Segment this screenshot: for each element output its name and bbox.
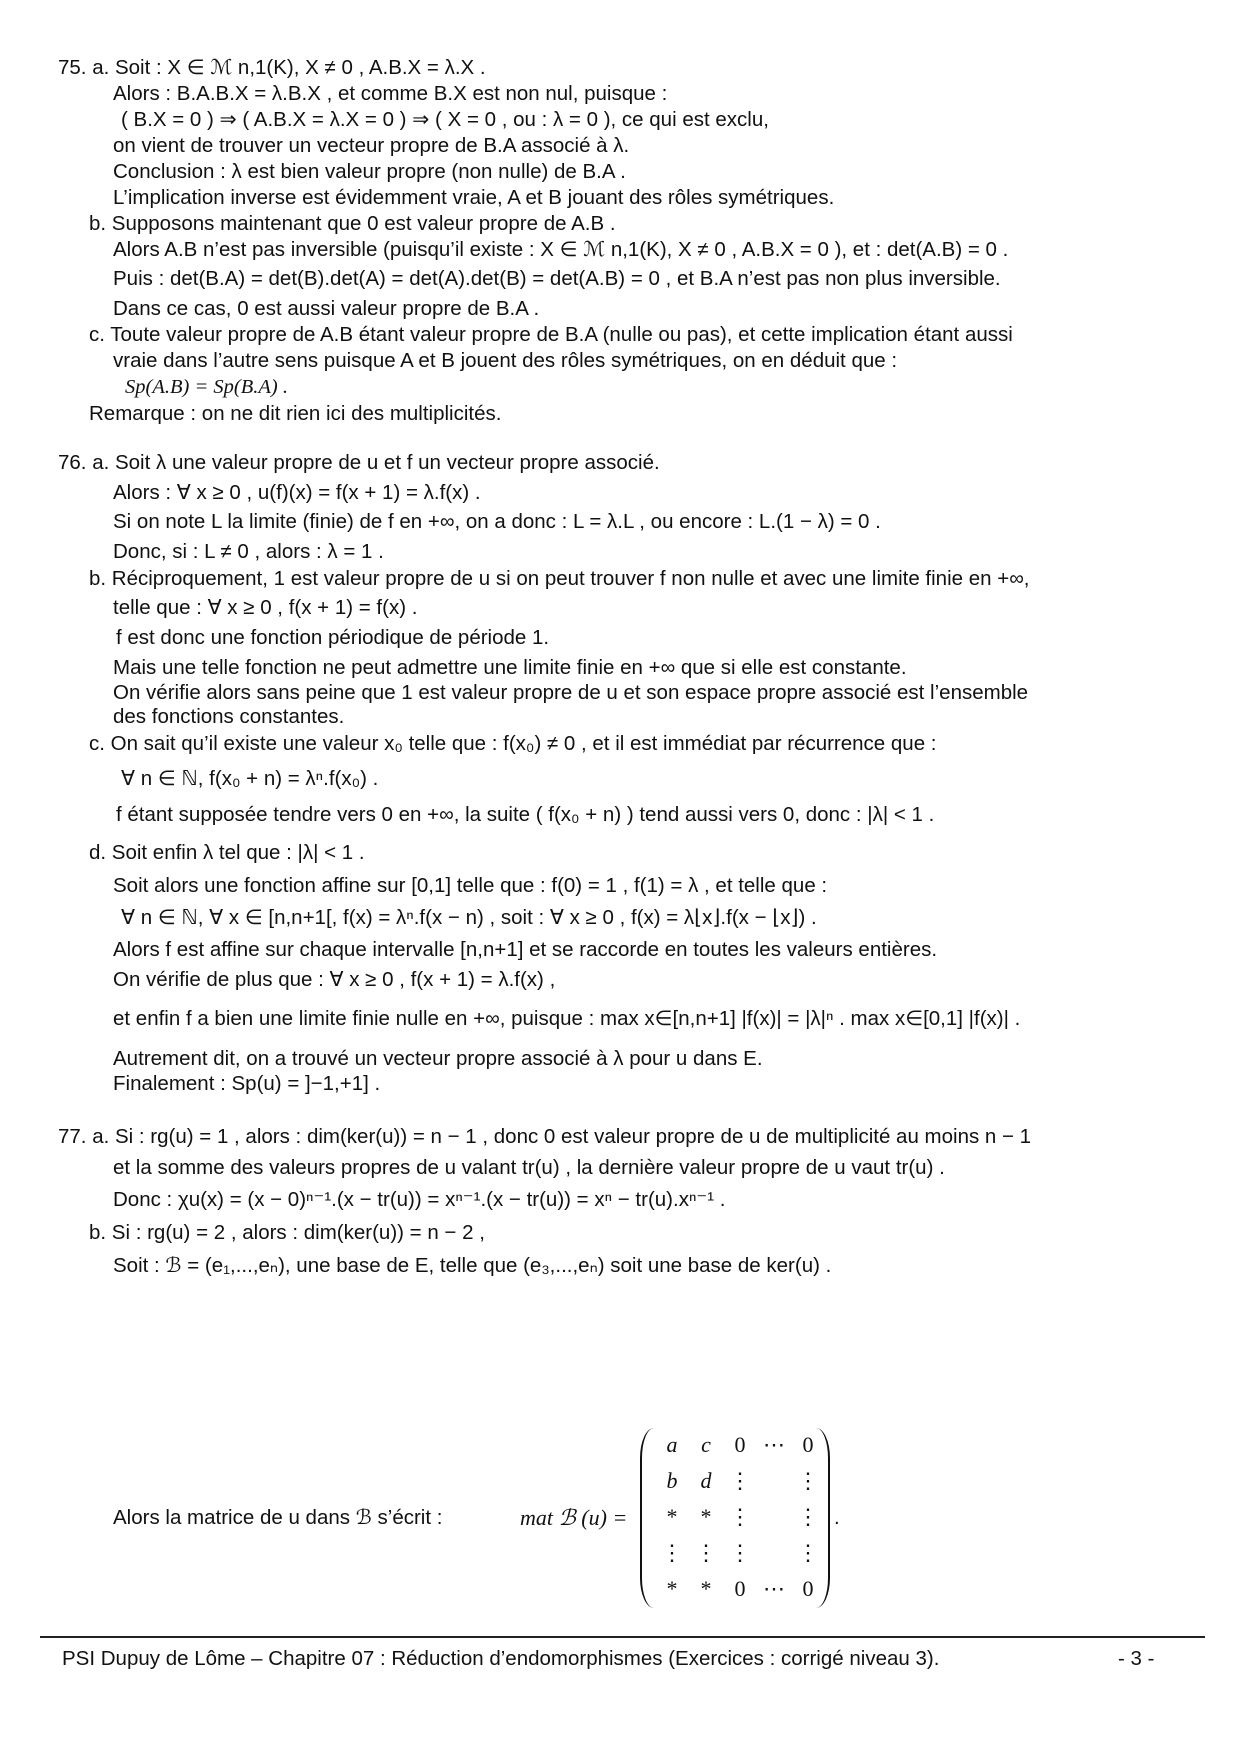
matrix-cell: 0 xyxy=(734,1576,746,1601)
text-line: des fonctions constantes. xyxy=(113,705,345,728)
text-line: Donc, si : L ≠ 0 , alors : λ = 1 . xyxy=(113,540,384,563)
matrix-left-bracket xyxy=(640,1428,654,1608)
matrix-cell: ⋮ xyxy=(661,1540,683,1565)
text-line: Puis : det(B.A) = det(B).det(A) = det(A).det(B) = det(A.B) = 0 , et B.A n’est pas non plus inversible. xyxy=(113,267,1001,290)
text-line: On vérifie alors sans peine que 1 est valeur propre de u et son espace propre associé est l’ensemble xyxy=(113,681,1029,704)
matrix-end-punct: . xyxy=(834,1506,840,1529)
text-line: et enfin f a bien une limite finie nulle en +∞, puisque : max x∈[n,n+1] |f(x)| = |λ|ⁿ . max x∈[0,1] |f(x)| . xyxy=(113,1007,1021,1030)
matrix-label: mat ℬ (u) = xyxy=(520,1505,628,1530)
text-line: Donc : χu(x) = (x − 0)ⁿ⁻¹.(x − tr(u)) = xⁿ⁻¹.(x − tr(u)) = xⁿ − tr(u).xⁿ⁻¹ . xyxy=(113,1188,726,1211)
exercise-75b-line: b. Supposons maintenant que 0 est valeur propre de A.B . xyxy=(89,212,616,235)
matrix-cell: * xyxy=(666,1504,678,1529)
matrix-cell: * xyxy=(666,1576,678,1601)
matrix-cell: ⋮ xyxy=(729,1504,751,1529)
text-line: f est donc une fonction périodique de période 1. xyxy=(116,626,550,649)
matrix-cell: ⋯ xyxy=(763,1432,785,1457)
matrix-cell: * xyxy=(700,1576,712,1601)
text-line: vraie dans l’autre sens puisque A et B jouent des rôles symétriques, on en déduit que : xyxy=(113,349,898,372)
matrix-cell: 0 xyxy=(734,1432,746,1457)
remark-line: Remarque : on ne dit rien ici des multiplicités. xyxy=(89,402,502,425)
matrix-cell: ⋮ xyxy=(797,1540,819,1565)
text-line: Alors la matrice de u dans ℬ s’écrit : xyxy=(113,1506,443,1529)
text-line: f étant supposée tendre vers 0 en +∞, la suite ( f(x₀ + n) ) tend aussi vers 0, donc : |λ| < 1 . xyxy=(116,803,935,826)
text-line: Si on note L la limite (finie) de f en +∞, on a donc : L = λ.L , ou encore : L.(1 − λ) = 0 . xyxy=(113,510,881,533)
matrix-cell: b xyxy=(666,1468,678,1493)
text-line: Alors f est affine sur chaque intervalle [n,n+1] et se raccorde en toutes les valeurs entières. xyxy=(113,938,938,961)
footer-divider xyxy=(40,1636,1205,1638)
exercise-76a-line: 76. a. Soit λ une valeur propre de u et f un vecteur propre associé. xyxy=(58,451,660,474)
text-line: Dans ce cas, 0 est aussi valeur propre de B.A . xyxy=(113,297,540,320)
text-line: ∀ n ∈ ℕ, f(x₀ + n) = λⁿ.f(x₀) . xyxy=(121,767,379,790)
text-line: Soit alors une fonction affine sur [0,1] telle que : f(0) = 1 , f(1) = λ , et telle que : xyxy=(113,874,828,897)
matrix-cell: ⋮ xyxy=(797,1468,819,1493)
text-line: on vient de trouver un vecteur propre de B.A associé à λ. xyxy=(113,134,630,157)
exercise-77b-line: b. Si : rg(u) = 2 , alors : dim(ker(u)) = n − 2 , xyxy=(89,1221,485,1244)
text-line: ∀ n ∈ ℕ, ∀ x ∈ [n,n+1[, f(x) = λⁿ.f(x − n) , soit : ∀ x ≥ 0 , f(x) = λ⌊x⌋.f(x − ⌊x⌋) . xyxy=(121,906,817,929)
text-line: On vérifie de plus que : ∀ x ≥ 0 , f(x + 1) = λ.f(x) , xyxy=(113,968,556,991)
matrix-cell: * xyxy=(700,1504,712,1529)
matrix-cell: ⋮ xyxy=(729,1468,751,1493)
text-line: Alors A.B n’est pas inversible (puisqu’il existe : X ∈ ℳ n,1(K), X ≠ 0 , A.B.X = 0 ), et : det(A.B) = 0 . xyxy=(113,238,1009,261)
exercise-76b-line: b. Réciproquement, 1 est valeur propre de u si on peut trouver f non nulle et avec une limite finie en +∞, xyxy=(89,567,1030,590)
footer-title: PSI Dupuy de Lôme – Chapitre 07 : Réduction d’endomorphismes (Exercices : corrigé niveau 3). xyxy=(62,1647,940,1670)
matrix-cell: ⋮ xyxy=(695,1540,717,1565)
matrix xyxy=(640,1428,830,1608)
matrix-cell: ⋮ xyxy=(729,1540,751,1565)
text-line: Alors : B.A.B.X = λ.B.X , et comme B.X est non nul, puisque : xyxy=(113,82,668,105)
text-line: Conclusion : λ est bien valeur propre (non nulle) de B.A . xyxy=(113,160,626,183)
text-line: Alors : ∀ x ≥ 0 , u(f)(x) = f(x + 1) = λ.f(x) . xyxy=(113,481,481,504)
matrix-cell: 0 xyxy=(802,1576,814,1601)
page-number: - 3 - xyxy=(1118,1647,1155,1670)
matrix-cell: ⋮ xyxy=(797,1504,819,1529)
text-line: L’implication inverse est évidemment vraie, A et B jouant des rôles symétriques. xyxy=(113,186,835,209)
text-line: Sp(A.B) = Sp(B.A) . xyxy=(125,376,288,398)
exercise-75c-line: c. Toute valeur propre de A.B étant valeur propre de B.A (nulle ou pas), et cette implication étant aussi xyxy=(89,323,1013,346)
text-line: Mais une telle fonction ne peut admettre une limite finie en +∞ que si elle est constante. xyxy=(113,656,907,679)
matrix-cell: c xyxy=(701,1432,711,1457)
exercise-77a-line: 77. a. Si : rg(u) = 1 , alors : dim(ker(u)) = n − 1 , donc 0 est valeur propre de u de multiplicité au moins n − 1 xyxy=(58,1125,1032,1148)
matrix-cell: ⋯ xyxy=(763,1576,785,1601)
exercise-76d-line: d. Soit enfin λ tel que : |λ| < 1 . xyxy=(89,841,365,864)
text-line: et la somme des valeurs propres de u valant tr(u) , la dernière valeur propre de u vaut tr(u) . xyxy=(113,1156,945,1179)
text-line: telle que : ∀ x ≥ 0 , f(x + 1) = f(x) . xyxy=(113,596,418,619)
matrix-cell: d xyxy=(700,1468,712,1493)
text-line: ( B.X = 0 ) ⇒ ( A.B.X = λ.X = 0 ) ⇒ ( X = 0 , ou : λ = 0 ), ce qui est exclu, xyxy=(121,108,769,131)
text-line: Soit : ℬ = (e₁,...,eₙ), une base de E, telle que (e₃,...,eₙ) soit une base de ker(u) . xyxy=(113,1254,832,1277)
exercise-75a-line: 75. a. Soit : X ∈ ℳ n,1(K), X ≠ 0 , A.B.X = λ.X . xyxy=(58,56,486,79)
matrix-cell: 0 xyxy=(802,1432,814,1457)
exercise-76c-line: c. On sait qu’il existe une valeur x₀ telle que : f(x₀) ≠ 0 , et il est immédiat par récurrence que : xyxy=(89,732,937,755)
text-line: Autrement dit, on a trouvé un vecteur propre associé à λ pour u dans E. xyxy=(113,1047,763,1070)
text-line: Finalement : Sp(u) = ]−1,+1] . xyxy=(113,1072,381,1095)
matrix-cell: a xyxy=(666,1432,678,1457)
